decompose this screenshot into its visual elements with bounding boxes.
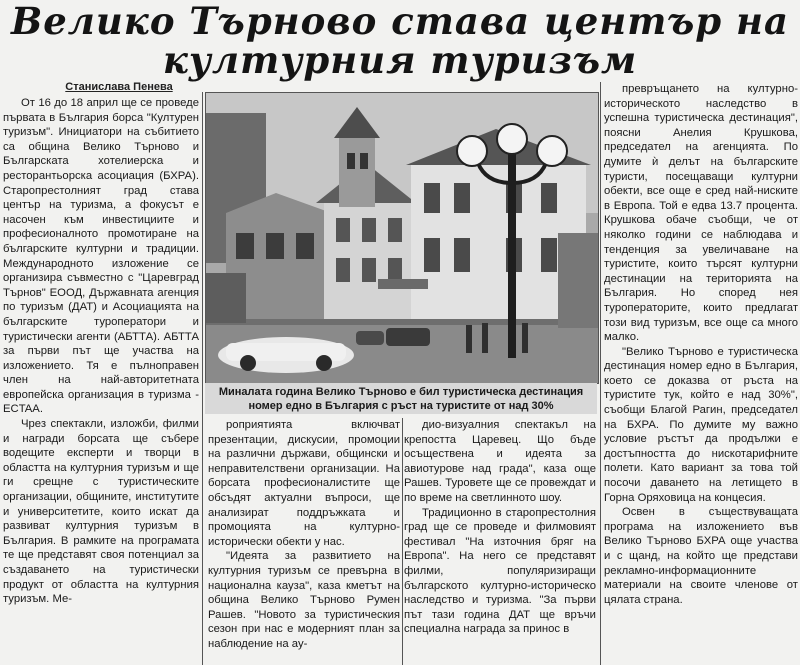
photo-caption-line-2: номер едно в България с ръст на туристите от над 30% [248, 400, 554, 412]
paragraph: Чрез спектакли, изложби, филми и награди борсата ще събере водещите експерти и творци в областта на културния туризъм и ще ги срещне с туристическите организации, общините, институтите и университетите, които искат да развиват културния туризъм в България. В рамките на програмата те ще представят своя потенциал за създаването на туристически продукт от областта на културния туризъм. Ме- [3, 418, 199, 606]
paragraph: Традиционно в старопрестолния град ще се проведе и филмовият фестивал "На източния бряг на Европа". На него се представят филми, популяризиращи българското културно-историческо наследство и туризма. "За първи път тази година ДАТ ще връчи специална награда за принос в [404, 506, 596, 636]
paragraph: дио-визуалния спектакъл на крепостта Царевец. Що бъде осъществена и идеята за авиотурове над града", каза още Рашев. Туровете ще се провеждат и по време на светлинното шоу. [404, 419, 596, 504]
paragraph: От 16 до 18 април ще се проведе първата в България борса "Културен туризъм". Инициатори на събитието са община Велико Търново и Българската хотелиерска и ресторантьорска асоциация (БХРА). Старопрестолният град става център на туризма, а фокусът е насочен към инвестициите и професионалното промотиране на българските културни и традиции. Международното изложение се организира съвместно с "Царевград Търнов" ЕООД, Държавната агенция по туризъм (ДАТ) и Асоциацията на българските туроператори и туристически агенти (АБТТА). АБТТА за първи път ще участва на изложението. Тя е пълноправен член на най-авторитетната европейска организация в туризма - ECTAA. [3, 97, 199, 416]
headline-line-2: културния туризъм [162, 38, 638, 82]
article-author: Станислава Пенева [65, 81, 173, 93]
paragraph: превръщането на културно-историческото наследство в успешна туристическа дестинация", поясни Анелия Крушкова, председател на агенцията. По думите ѝ делът на българските туристи, посещаващи културни обекти, все още е сред най-ниските в Европа. Той е едва 13.7 процента. Крушкова обаче съобщи, че от няколко години се наблюдава и тенденция за увеличаване на туристите, които търсят културни дестинации на територията на България. Но според нея туроператорите, които предлагат този вид туризъм, все още са много малко. [604, 83, 798, 344]
paragraph: Освен в съществуващата програма на изложението във Велико Търново БХРА още участва и с щанд, на който ще представи рекламно-информационните материали на своите членове от цялата страна. [604, 506, 798, 606]
paragraph: "Идеята за развитието на културния туризъм се превърна в национална кауза", каза кметът на община Велико Търново Румен Рашев. "Новото за туристическия сезон при нас е модерният план за наблюдение на ау- [208, 550, 400, 650]
article-column-2 [208, 418, 400, 665]
article-column-3 [404, 418, 596, 665]
paragraph: "Велико Търново е туристическа дестинация номер едно в България, което се доказва от ръста на туристите тук, който е над 30%", съобщи Благой Рагин, председател на БХРА. По думите му важно условие ръстът да продължи е достъпността до нискотарифните полети. Като вариант за това той посочи даването на летището в Горна Оряховица на концесия. [604, 345, 798, 504]
article-column-1 [3, 96, 199, 665]
photo-caption-line-1: Миналата година Велико Търново е бил туристическа дестинация [218, 386, 584, 398]
article-column-4 [604, 82, 798, 665]
column-divider [600, 82, 601, 665]
photo-caption [205, 383, 597, 414]
column-divider [402, 418, 403, 665]
article-photo [205, 92, 599, 384]
column-divider [202, 92, 203, 665]
article-headline [0, 2, 800, 80]
headline-line-1: Велико Търново става център на [10, 0, 789, 43]
paragraph: роприятията включват презентации, дискусии, промоции на различни държави, общински и неправителствени организации. На борсата професионалистите ще обсъдят актуални въпроси, ще анализират поддръжката и промоцията на културно-исторически обекти у нас. [208, 419, 400, 548]
street-photo-illustration [206, 93, 598, 383]
